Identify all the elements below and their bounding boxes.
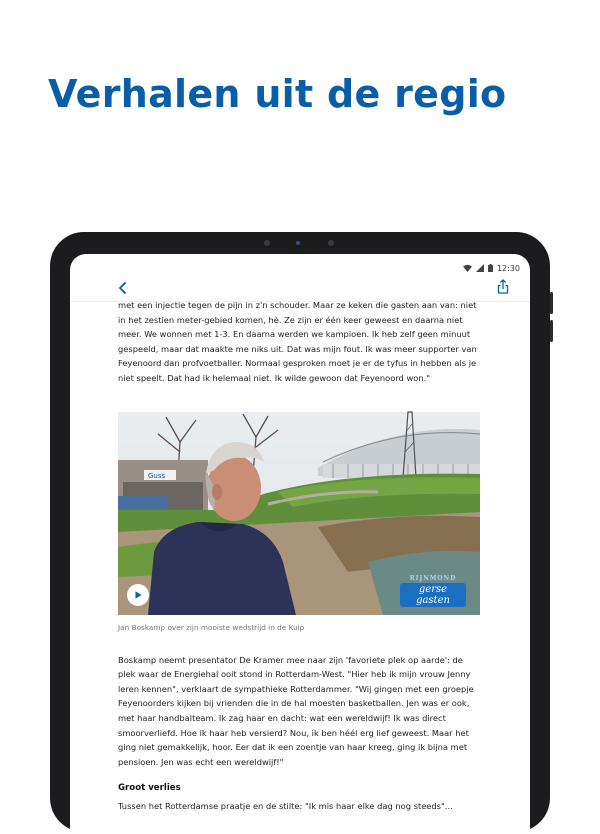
text-line: Feyenoorders kijken bij vrienden die in de hal moesten basketballen. Jen was er ook, — [118, 698, 470, 709]
article-paragraph — [118, 799, 486, 814]
article-body — [118, 298, 486, 814]
program-logo — [400, 574, 466, 606]
volume-button — [550, 292, 553, 314]
page-headline: Verhalen uit de regio — [48, 72, 507, 116]
text-line: Tussen het Rotterdamse praatje en de stilte: "Ik mis haar elke dag nog steeds"... — [118, 801, 453, 812]
wifi-icon — [463, 259, 472, 277]
text-line: gespeeld, maar dat maakte me niks uit. Dat was mijn fout. Ik was meer supporter van — [118, 343, 477, 354]
text-line: in het zestien meter-gebied komen, hè. Ze zijn er één keer geweest en daarna niet — [118, 314, 463, 325]
text-line: ging niet gemakkelijk, hoor. Eer dat ik een zoentje van haar kreeg, ging ik bijna met — [118, 742, 468, 753]
sensor-dot — [264, 240, 270, 246]
play-icon[interactable] — [127, 584, 149, 606]
article-paragraph — [118, 298, 486, 386]
text-line: meer. We wonnen met 1-3. En daarna werden we kampioen. Ik heb zelf geen minuut — [118, 329, 471, 340]
logo-top-text: RIJNMOND — [409, 574, 457, 582]
section-subheading: Groot verlies — [118, 783, 181, 794]
article-paragraph — [118, 653, 486, 770]
video-caption: Jan Boskamp over zijn mooiste wedstrijd in de Kuip — [118, 622, 305, 632]
tablet-screen — [70, 254, 530, 834]
signal-icon — [476, 259, 484, 277]
text-line: leren kennen", verklaart de sympathieke Rotterdammer. "Wij gingen met een groepje — [118, 683, 474, 694]
sensor-dot — [328, 240, 334, 246]
status-bar — [70, 254, 530, 276]
text-line: met een injectie tegen de pijn in z'n schouder. Maar ze keken die gasten aan van: niet — [118, 300, 477, 310]
text-line: Boskamp neemt presentator De Kramer mee naar zijn 'favoriete plek op aarde': de — [118, 654, 463, 665]
text-line: Feyenoord dan profvoetballer. Normaal gesproken moet je er de tyfus in hebben als je — [118, 358, 477, 369]
building-sign: Guss — [148, 471, 166, 480]
text-line: met haar handbalteam. Ik zag haar en dacht: wat een wereldwijf! Ik was direct — [118, 712, 446, 723]
text-line: pensioen. Jen was echt een wereldwijf!" — [118, 756, 284, 767]
share-icon[interactable] — [496, 278, 510, 296]
video-player[interactable] — [118, 412, 480, 615]
volume-button — [550, 320, 553, 342]
status-time: 12:30 — [496, 263, 520, 273]
battery-icon — [488, 259, 493, 277]
chevron-left-icon[interactable] — [116, 279, 130, 297]
logo-main-text: gerse gasten — [400, 583, 466, 607]
front-camera — [296, 241, 300, 245]
text-line: plek waar de Energiehal ooit stond in Rotterdam-West. "Hier heb ik mijn vrouw Jenny — [118, 669, 471, 680]
text-line: smoorverliefd. Hoe ik haar heb versierd? Nou, ik ben héél erg lief geweest. Maar het — [118, 727, 469, 738]
tablet-device-frame — [50, 232, 550, 832]
text-line: niet speelt. Dat had ik helemaal niet. Ik wilde gewoon dat Feyenoord won." — [118, 372, 431, 383]
